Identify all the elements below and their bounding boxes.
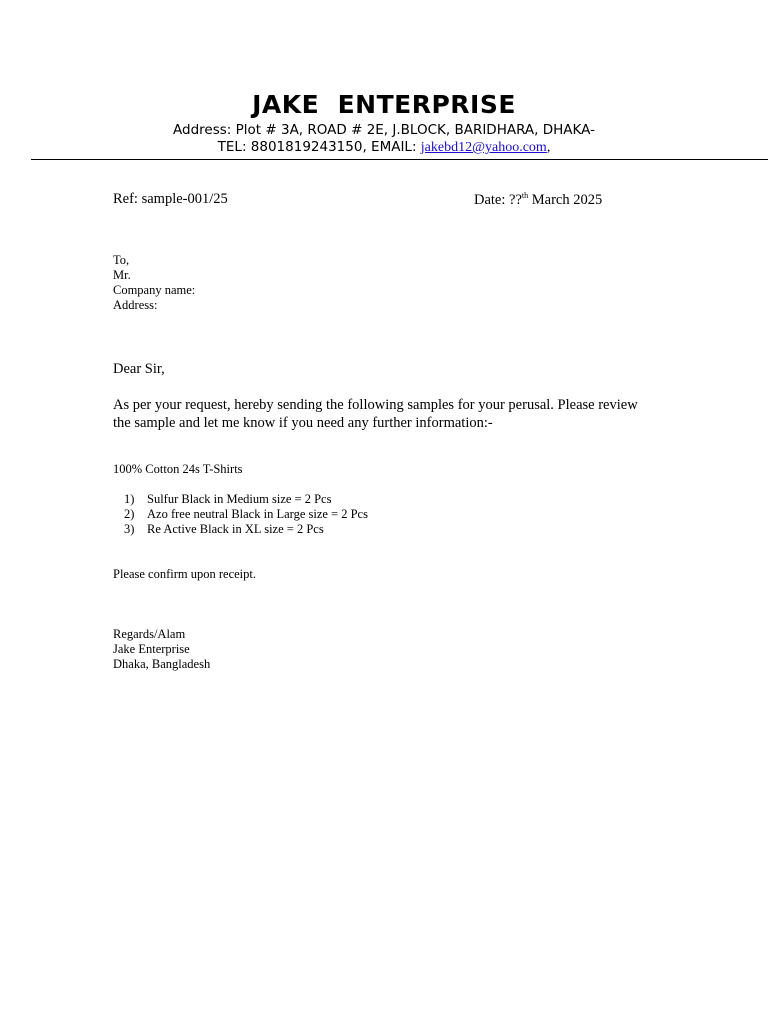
salutation: Dear Sir, <box>113 361 165 377</box>
list-item <box>124 492 368 507</box>
list-item-text: Re Active Black in XL size = 2 Pcs <box>147 522 324 536</box>
date-ordinal-suffix: th <box>521 191 529 200</box>
recipient-company: Company name: <box>113 283 196 297</box>
company-contact <box>0 139 768 156</box>
recipient-to: To, <box>113 253 130 267</box>
recipient-name: Mr. <box>113 268 131 282</box>
contact-phone-label: TEL: 8801819243150, EMAIL: <box>217 139 421 155</box>
list-item-number: 1) <box>124 492 135 506</box>
sample-items-list <box>124 492 368 537</box>
signature-location: Dhaka, Bangladesh <box>113 657 211 671</box>
email-link[interactable]: jakebd12@yahoo.com <box>420 140 547 155</box>
reference-number: Ref: sample-001/25 <box>113 191 228 207</box>
list-item-text: Sulfur Black in Medium size = 2 Pcs <box>147 492 332 506</box>
product-title: 100% Cotton 24s T-Shirts <box>113 462 243 476</box>
company-name: JAKE ENTERPRISE <box>252 90 516 119</box>
recipient-address: Address: <box>113 298 158 312</box>
intro-paragraph: As per your request, hereby sending the following samples for your perusal. Please review the sample and let me know if you need any further information:- <box>113 397 638 431</box>
signature-regards: Regards/Alam <box>113 627 186 641</box>
date-prefix: Date: ?? <box>474 192 522 208</box>
header-divider <box>31 159 768 160</box>
list-item <box>124 507 368 522</box>
list-item <box>124 522 368 537</box>
list-item-text: Azo free neutral Black in Large size = 2 Pcs <box>147 507 368 521</box>
confirm-request: Please confirm upon receipt. <box>113 567 257 581</box>
contact-suffix: , <box>546 140 551 155</box>
date-month-year: March 2025 <box>528 192 603 208</box>
signature-block <box>113 627 210 672</box>
recipient-block <box>113 253 195 313</box>
list-item-number: 2) <box>124 507 135 521</box>
letter-date <box>474 191 602 209</box>
company-address: Address: Plot # 3A, ROAD # 2E, J.BLOCK, BARIDHARA, DHAKA- <box>173 122 595 138</box>
list-item-number: 3) <box>124 522 135 536</box>
signature-company: Jake Enterprise <box>113 642 190 656</box>
